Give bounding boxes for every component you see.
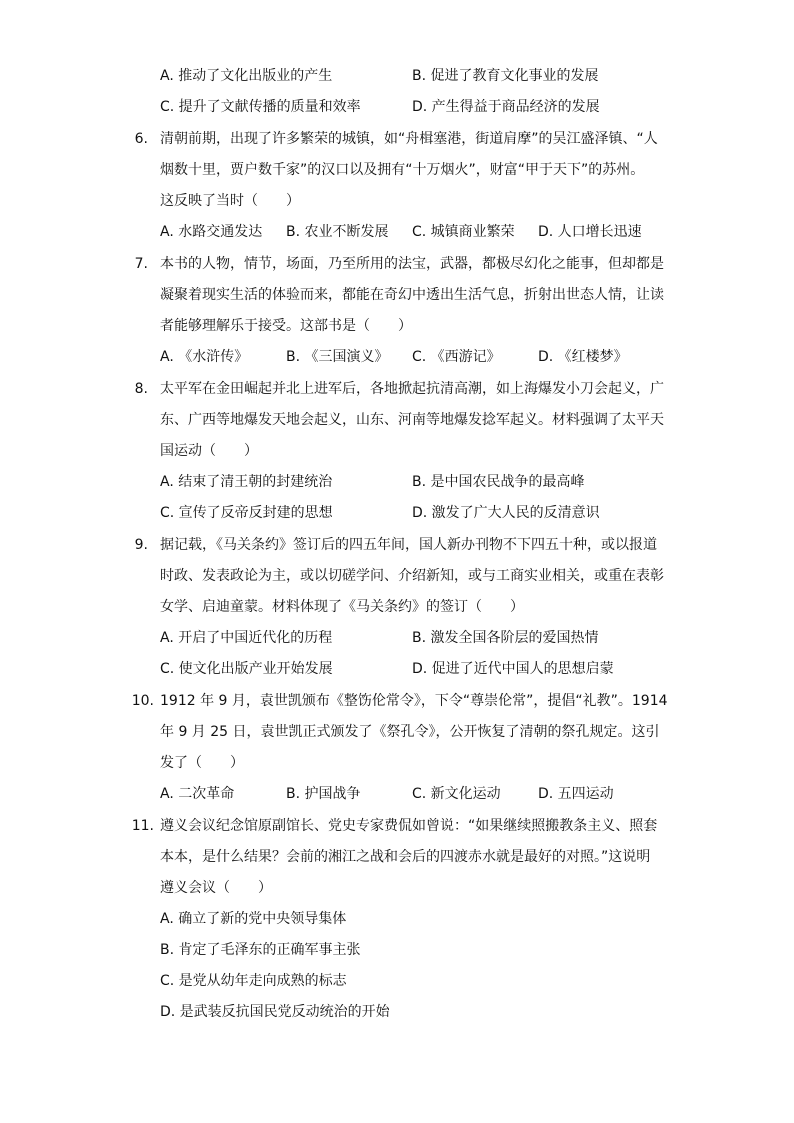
q9-stem-line: 据记载，《马关条约》签订后的四五年间，国人新办刊物不下四五十种，或以报道 (160, 537, 657, 553)
q6-stem-line: 清朝前期，出现了许多繁荣的城镇，如“舟楫塞港，街道肩摩”的吴江盛泽镇、“人 (160, 131, 658, 147)
q11-stem-line: 遵义会议纪念馆原副馆长、党史专家费侃如曾说：“如果继续照搬教条主义、照套 (160, 818, 658, 834)
q9-number: 9. (134, 537, 148, 553)
q7-stem-line: 本书的人物，情节，场面，乃至所用的法宝，武器，都极尽幻化之能事，但却都是 (160, 256, 664, 272)
q6-stem-line: 这反映了当时（ ） (160, 193, 300, 209)
q10-stem-line: 年 9 月 25 日，袁世凯正式颁发了《祭孔令》，公开恢复了清朝的祭孔规定。这引 (160, 724, 660, 740)
q7-stem-line: 者能够理解乐于接受。这部书是（ ） (160, 318, 412, 334)
q7-option-c[interactable]: C. 《西游记》 (412, 349, 501, 365)
q8-option-a[interactable]: A. 结束了清王朝的封建统治 (160, 474, 333, 490)
q6-option-a[interactable]: A. 水路交通发达 (160, 224, 263, 240)
q5-option-a[interactable]: A. 推动了文化出版业的产生 (160, 68, 333, 84)
q8-stem-line: 东、广西等地爆发天地会起义，山东、河南等地爆发捻军起义。材料强调了太平天 (160, 412, 664, 428)
q9-stem-line: 女学、启迪童蒙。材料体现了《马关条约》的签订（ ） (160, 599, 524, 615)
q7-number: 7. (134, 256, 148, 272)
q10-option-d[interactable]: D. 五四运动 (538, 786, 614, 802)
q8-option-b[interactable]: B. 是中国农民战争的最高峰 (412, 474, 585, 490)
q10-stem-line: 1912 年 9 月，袁世凯颁布《整饬伦常令》，下令“尊崇伦常”，提倡“礼教”。1914 (160, 693, 668, 709)
q7-option-b[interactable]: B. 《三国演义》 (286, 349, 389, 365)
q8-option-d[interactable]: D. 激发了广大人民的反清意识 (412, 505, 600, 521)
q6-option-d[interactable]: D. 人口增长迅速 (538, 224, 642, 240)
q9-option-a[interactable]: A. 开启了中国近代化的历程 (160, 630, 333, 646)
q11-option-b[interactable]: B. 肯定了毛泽东的正确军事主张 (160, 942, 361, 958)
q9-option-d[interactable]: D. 促进了近代中国人的思想启蒙 (412, 661, 614, 677)
q11-stem-line: 本本，是什么结果？会前的湘江之战和会后的四渡赤水就是最好的对照。”这说明 (160, 849, 651, 865)
q10-option-c[interactable]: C. 新文化运动 (412, 786, 501, 802)
q11-option-a[interactable]: A. 确立了新的党中央领导集体 (160, 911, 347, 927)
q7-option-a[interactable]: A. 《水浒传》 (160, 349, 249, 365)
q11-stem-line: 遵义会议（ ） (160, 880, 272, 896)
q7-option-d[interactable]: D. 《红楼梦》 (538, 349, 628, 365)
q5-option-d[interactable]: D. 产生得益于商品经济的发展 (412, 99, 600, 115)
q10-option-b[interactable]: B. 护国战争 (286, 786, 361, 802)
q8-stem-line: 太平军在金田崛起并北上进军后，各地掀起抗清高潮，如上海爆发小刀会起义，广 (160, 381, 664, 397)
q10-option-a[interactable]: A. 二次革命 (160, 786, 235, 802)
q11-number: 11. (131, 818, 154, 834)
q9-option-c[interactable]: C. 使文化出版产业开始发展 (160, 661, 333, 677)
q10-number: 10. (131, 693, 154, 709)
q8-number: 8. (134, 381, 148, 397)
q6-option-b[interactable]: B. 农业不断发展 (286, 224, 389, 240)
q9-stem-line: 时政、发表政论为主，或以切磋学问、介绍新知，或与工商实业相关，或重在表彰 (160, 568, 664, 584)
q11-option-c[interactable]: C. 是党从幼年走向成熟的标志 (160, 973, 347, 989)
q9-option-b[interactable]: B. 激发全国各阶层的爱国热情 (412, 630, 599, 646)
q5-option-b[interactable]: B. 促进了教育文化事业的发展 (412, 68, 599, 84)
q7-stem-line: 凝聚着现实生活的体验而来，都能在奇幻中透出生活气息，折射出世态人情，让读 (160, 287, 664, 303)
q5-option-c[interactable]: C. 提升了文献传播的质量和效率 (160, 99, 361, 115)
q6-number: 6. (134, 131, 148, 147)
q10-stem-line: 发了（ ） (160, 755, 244, 771)
q8-option-c[interactable]: C. 宣传了反帝反封建的思想 (160, 505, 333, 521)
q8-stem-line: 国运动（ ） (160, 443, 258, 459)
q6-option-c[interactable]: C. 城镇商业繁荣 (412, 224, 515, 240)
q11-option-d[interactable]: D. 是武装反抗国民党反动统治的开始 (160, 1004, 390, 1020)
q6-stem-line: 烟数十里，贾户数千家”的汉口以及拥有“十万烟火”，财富“甲于天下”的苏州。 (160, 162, 645, 178)
